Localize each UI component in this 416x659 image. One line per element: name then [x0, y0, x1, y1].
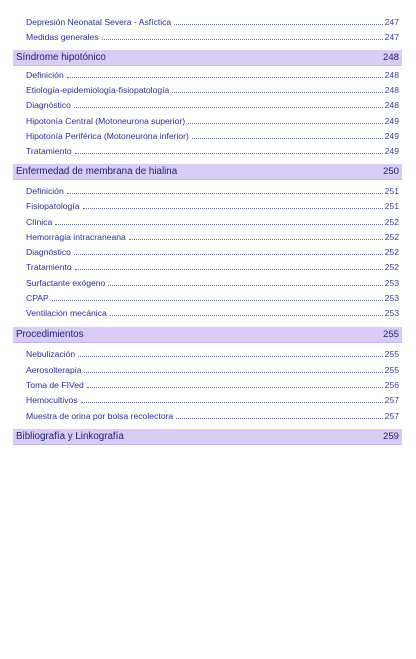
toc-entry-page: 252 [384, 217, 399, 227]
toc-section-title: Procedimientos [16, 329, 84, 340]
toc-section-header[interactable] [13, 164, 402, 180]
toc-section-header[interactable] [13, 429, 402, 445]
toc-entry-label: Definición [26, 70, 64, 80]
toc-entry-page: 257 [384, 411, 399, 421]
toc-entry-label: Surfactante exógeno [26, 278, 106, 288]
toc-entry-label: Hemocultivos [26, 395, 78, 405]
toc-entry-label: Hipotonía Periférica (Motoneurona inferior) [26, 131, 189, 141]
toc-section-header[interactable] [13, 50, 402, 66]
toc-entry[interactable] [26, 82, 399, 96]
toc-section-title: Enfermedad de membrana de hialina [16, 166, 178, 177]
toc-entry-page: 247 [384, 32, 399, 42]
toc-entry[interactable] [26, 198, 399, 212]
toc-entry[interactable] [26, 113, 399, 127]
toc-entry-page: 256 [384, 380, 399, 390]
toc-entry-label: Tratamiento [26, 146, 72, 156]
toc-entry-label: Definición [26, 186, 64, 196]
toc-entry-page: 251 [384, 186, 399, 196]
dot-leader [55, 224, 382, 225]
toc-entry[interactable] [26, 214, 399, 228]
toc-section-page: 259 [382, 431, 399, 442]
toc-entry[interactable] [26, 275, 399, 289]
toc-section-page: 255 [382, 329, 399, 340]
toc-entry-page: 252 [384, 262, 399, 272]
toc-entry-page: 253 [384, 278, 399, 288]
toc-entry[interactable] [26, 14, 399, 28]
toc-section-title: Síndrome hipotónico [16, 52, 106, 63]
toc-entry-label: Diagnóstico [26, 100, 71, 110]
toc-entry[interactable] [26, 244, 399, 258]
toc-entry[interactable] [26, 377, 399, 391]
dot-leader [192, 138, 383, 139]
toc-entry[interactable] [26, 229, 399, 243]
toc-section-page: 248 [382, 52, 399, 63]
dot-leader [67, 77, 383, 78]
dot-leader [74, 254, 383, 255]
toc-entry-label: Clínica [26, 217, 53, 227]
toc-entry[interactable] [26, 346, 399, 360]
toc-section-page: 250 [382, 166, 399, 177]
dot-leader [110, 315, 383, 316]
toc-entry[interactable] [26, 259, 399, 273]
toc-entry-label: Tratamiento [26, 262, 72, 272]
toc-entry-label: Muestra de orina por bolsa recolectora [26, 411, 174, 421]
dot-leader [67, 193, 383, 194]
dot-leader [52, 300, 383, 301]
toc-entry-page: 248 [384, 85, 399, 95]
dot-leader [87, 387, 383, 388]
toc-entry-label: Hemorragia intracraneana [26, 232, 126, 242]
dot-leader [176, 418, 383, 419]
toc-entry[interactable] [26, 97, 399, 111]
dot-leader [74, 107, 383, 108]
toc-entry-page: 255 [384, 349, 399, 359]
toc-entry-page: 251 [384, 201, 399, 211]
toc-entry-label: Hipotonía Central (Motoneurona superior) [26, 116, 186, 126]
toc-entry-label: CPAP [26, 293, 49, 303]
toc-entry[interactable] [26, 305, 399, 319]
dot-leader [83, 208, 383, 209]
toc-entry-page: 248 [384, 70, 399, 80]
toc-entry-label: Ventilación mecánica [26, 308, 107, 318]
toc-entry[interactable] [26, 67, 399, 81]
toc-entry-label: Depresión Neonatal Severa - Asfíctica [26, 17, 172, 27]
toc-entry[interactable] [26, 143, 399, 157]
dot-leader [84, 372, 382, 373]
toc-entry-label: Nebulización [26, 349, 76, 359]
toc-entry-label: Aerosolterapia [26, 365, 82, 375]
dot-leader [174, 24, 382, 25]
toc-entry-page: 253 [384, 308, 399, 318]
toc-entry[interactable] [26, 183, 399, 197]
dot-leader [129, 239, 383, 240]
toc-entry-page: 249 [384, 116, 399, 126]
toc-entry-page: 252 [384, 232, 399, 242]
toc-entry[interactable] [26, 362, 399, 376]
toc-entry-page: 248 [384, 100, 399, 110]
toc-section-header[interactable] [13, 327, 402, 343]
toc-entry-page: 247 [384, 17, 399, 27]
toc-entry-page: 249 [384, 131, 399, 141]
toc-entry-page: 249 [384, 146, 399, 156]
toc-entry-page: 257 [384, 395, 399, 405]
toc-entry[interactable] [26, 392, 399, 406]
toc-entry-label: Etiología-epidemiología-fisiopatología [26, 85, 170, 95]
dot-leader [78, 356, 382, 357]
toc-entry-label: Medidas generales [26, 32, 99, 42]
toc-section-title: Bibliografía y Linkografía [16, 431, 124, 442]
dot-leader [81, 402, 383, 403]
toc-entry[interactable] [26, 290, 399, 304]
toc-entry-label: Toma de FIVed [26, 380, 84, 390]
dot-leader [172, 92, 382, 93]
toc-entry-page: 255 [384, 365, 399, 375]
toc-entry-label: Diagnóstico [26, 247, 71, 257]
dot-leader [108, 285, 382, 286]
dot-leader [188, 123, 383, 124]
toc-entry[interactable] [26, 29, 399, 43]
toc-entry-label: Fisiopatología [26, 201, 80, 211]
dot-leader [102, 39, 383, 40]
toc-entry-page: 252 [384, 247, 399, 257]
dot-leader [75, 269, 383, 270]
toc-entry[interactable] [26, 128, 399, 142]
toc-entry[interactable] [26, 408, 399, 422]
toc-entry-page: 253 [384, 293, 399, 303]
dot-leader [75, 153, 383, 154]
